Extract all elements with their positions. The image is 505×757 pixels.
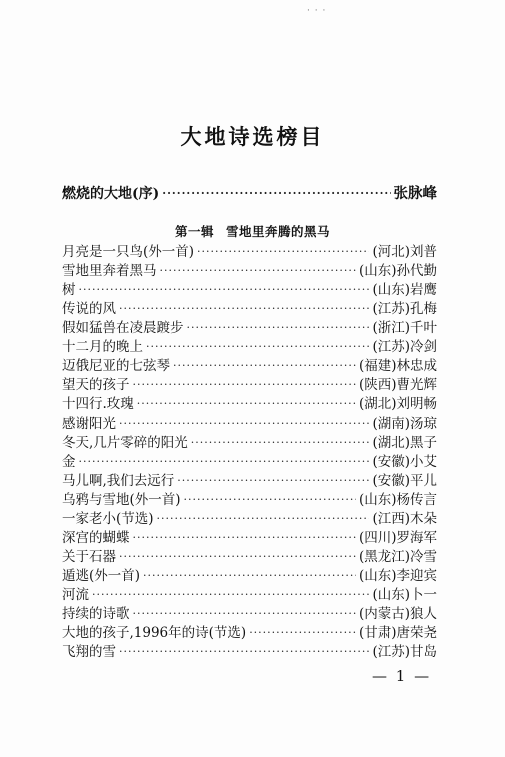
entry-title: 雪地里奔着黑马	[62, 263, 157, 280]
leader-dots	[143, 567, 356, 585]
entry-author: (安徽)小艾	[372, 453, 437, 470]
toc-entry	[62, 529, 437, 547]
entry-title: 假如猛兽在凌晨踱步	[62, 320, 184, 337]
toc-entry	[62, 434, 437, 452]
entry-author: (安徽)平儿	[372, 472, 437, 489]
toc-entry	[62, 262, 437, 280]
entry-title: 深宫的蝴蝶	[62, 529, 130, 546]
entry-title: 马儿啊,我们去远行	[62, 472, 175, 489]
entry-title: 一家老小(节选)	[62, 510, 154, 527]
page-title: 大地诗选榜目	[180, 125, 325, 149]
leader-dots	[119, 643, 369, 661]
leader-dots	[173, 357, 356, 375]
toc-entry	[62, 319, 437, 337]
toc-entry	[62, 415, 437, 433]
toc-entry	[62, 243, 437, 261]
entry-author: (湖北)刘明畅	[358, 396, 437, 413]
entry-author: (陕西)曹光辉	[358, 377, 437, 394]
leader-dots	[137, 395, 356, 413]
section-heading	[0, 222, 505, 240]
entry-title: 关于石器	[62, 548, 116, 565]
entry-author: (江苏)冷剑	[372, 339, 437, 356]
entry-title: 金	[62, 453, 76, 470]
entry-title: 感谢阳光	[62, 415, 116, 432]
leader-dots	[119, 415, 369, 433]
preface-author: 张脉峰	[393, 185, 437, 202]
entry-author: (湖南)汤琼	[372, 415, 437, 432]
entry-title: 望天的孩子	[62, 377, 130, 394]
entry-author: (山东)杨传言	[358, 491, 437, 508]
toc-entry	[62, 395, 437, 413]
entry-author: (内蒙古)狼人	[358, 606, 437, 622]
entry-title: 迈俄尼亚的七弦琴	[62, 358, 170, 375]
entry-title: 河流	[62, 586, 89, 603]
entry-title: 乌鸦与雪地(外一首)	[62, 491, 181, 508]
preface-title: 燃烧的大地(序)	[62, 186, 160, 202]
entry-author: (湖北)黑子	[372, 434, 437, 451]
leader-dots	[197, 243, 369, 261]
section-label: 第一辑	[174, 224, 214, 239]
leader-dots	[177, 472, 369, 490]
toc-entry	[62, 453, 437, 471]
toc-entry	[62, 338, 437, 356]
entry-title: 冬天,几片零碎的阳光	[62, 434, 188, 451]
toc-entry	[62, 376, 437, 394]
entry-title: 十四行.玫瑰	[62, 396, 134, 413]
entry-author: (山东)李迎宾	[358, 567, 437, 584]
section-name: 雪地里奔腾的黑马	[226, 224, 331, 239]
toc-entry	[62, 605, 437, 623]
leader-dots	[79, 453, 370, 471]
leader-dots	[160, 262, 356, 280]
leader-dots	[133, 376, 356, 394]
entry-author: (福建)林忠成	[358, 358, 437, 375]
leader-dots	[162, 185, 390, 203]
toc-entry	[62, 586, 437, 604]
preface-entry	[62, 185, 437, 203]
page-number: — 1 —	[372, 667, 432, 685]
leader-dots	[119, 548, 356, 566]
leader-dots	[191, 434, 370, 452]
leader-dots	[133, 605, 356, 623]
leader-dots	[249, 624, 356, 642]
entry-author: (四川)罗海军	[358, 529, 437, 546]
entry-title: 传说的风	[62, 301, 116, 318]
leader-dots	[146, 338, 369, 356]
toc-entry	[62, 510, 437, 528]
leader-dots	[79, 281, 370, 299]
entry-author: (山东)卜一	[372, 586, 437, 603]
entry-author: (甘肃)唐荣尧	[358, 625, 437, 641]
toc-entry	[62, 357, 437, 375]
entry-author: (江苏)甘岛	[372, 644, 437, 660]
entry-author: (河北)刘普	[372, 244, 437, 260]
toc-entry	[62, 548, 437, 566]
entry-author: (山东)岩鹰	[372, 282, 437, 299]
leader-dots	[92, 586, 369, 604]
entry-title: 月亮是一只鸟(外一首)	[62, 244, 195, 260]
toc-entry	[62, 300, 437, 318]
entry-author: (浙江)千叶	[372, 320, 437, 337]
entry-title: 遁逃(外一首)	[62, 567, 141, 584]
leader-dots	[157, 510, 370, 528]
entry-author: (江西)木朵	[372, 510, 437, 527]
leader-dots	[119, 300, 369, 318]
entry-title: 树	[62, 282, 76, 299]
toc-entry	[62, 624, 437, 642]
entry-author: (江苏)孔梅	[372, 301, 437, 318]
entry-title: 十二月的晚上	[62, 339, 143, 356]
toc-entry	[62, 491, 437, 509]
toc-entry	[62, 472, 437, 490]
toc-entry	[62, 567, 437, 585]
leader-dots	[187, 319, 370, 337]
entry-title: 持续的诗歌	[62, 606, 130, 622]
top-scan-mark: · · ·	[307, 6, 327, 16]
leader-dots	[184, 491, 356, 509]
entry-title: 飞翔的雪	[62, 644, 116, 660]
leader-dots	[133, 529, 356, 547]
entry-title: 大地的孩子,1996年的诗(节选)	[62, 625, 247, 641]
entry-author: (山东)孙代勤	[358, 263, 437, 280]
toc-entry	[62, 643, 437, 661]
entry-author: (黑龙江)冷雪	[358, 548, 437, 565]
toc-entry	[62, 281, 437, 299]
